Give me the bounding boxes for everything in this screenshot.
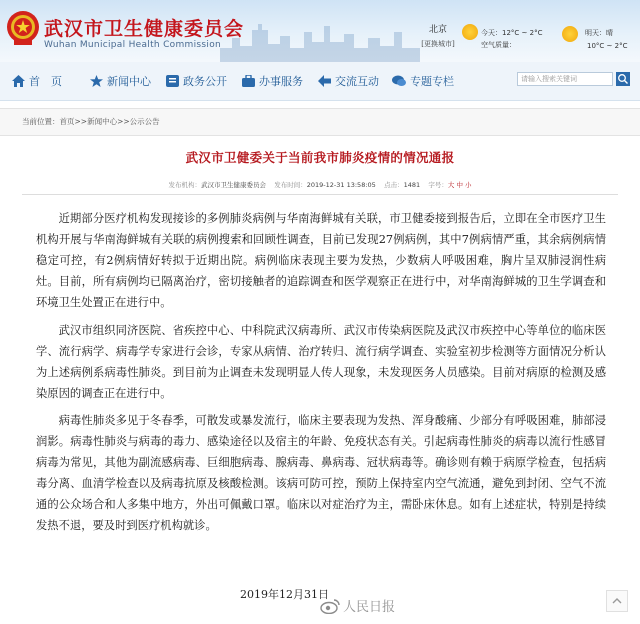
- search-icon[interactable]: [616, 72, 630, 86]
- weather-city: [418, 22, 458, 49]
- article-meta: 发布机构：武汉市卫生健康委员会 发布时间：2019-12-31 13:58:05 点击：1481 字号：大 中 小: [168, 181, 472, 189]
- site-title: 武汉市卫生健康委员会: [44, 18, 245, 40]
- site-subtitle: Wuhan Municipal Health Commission: [44, 40, 222, 50]
- national-emblem-icon: [6, 10, 40, 46]
- breadcrumb: [22, 116, 160, 127]
- article-paragraph: 近期部分医疗机构发现接诊的多例肺炎病例与华南海鲜城有关联，市卫健委接到报告后，立即在全市医疗卫生机构开展与华南海鲜城有关联的病例搜索和回顾性调查，目前已发现27例病例，其中7例病情严重，其余病例病情稳定可控，有2例病情好转拟于近期出院。病例临床表现主要为发热，少数病人呼吸困难，胸片呈双肺浸润性病灶。目前，所有病例均已隔离治疗，密切接触者的追踪调查和医学观察正在进行中，对华南海鲜城的卫生学调查和环境卫生处置正在进行中。: [36, 212, 606, 309]
- chevron-up-icon: [612, 596, 622, 606]
- article-paragraph: 武汉市组织同济医院、省疾控中心、中科院武汉病毒所、武汉市传染病医院及武汉市疾控中心等单位的临床医学、流行病学、病毒学专家进行会诊，专家从病情、治疗转归、流行病学调查、实验室初步检测等方面情况分析认为上述病例系病毒性肺炎。到目前为止调查未发现明显人传人现象，未发现医务人员感染。目前对病原的检测及感染原因的调查正在进行中。: [36, 324, 606, 400]
- meta-source: 武汉市卫生健康委员会: [200, 181, 266, 189]
- interact-icon: [318, 75, 331, 87]
- meta-views: 1481: [403, 181, 421, 189]
- nav-service-label: 办事服务: [259, 75, 303, 88]
- nav-news[interactable]: [90, 73, 151, 89]
- city-name: 北京: [428, 25, 447, 35]
- home-icon: [12, 75, 25, 87]
- source-watermark: [320, 596, 395, 615]
- service-icon: [242, 75, 255, 87]
- weather-tomorrow-label: 明天：晴: [585, 29, 613, 37]
- sun-icon: [462, 24, 478, 40]
- weather-tomorrow-temp: 10°C ~ 2°C: [587, 42, 628, 50]
- weather-today: 今天：12°C ~ 2°C: [481, 29, 543, 37]
- nav-home-label: 首 页: [29, 75, 62, 88]
- weather-air: 空气质量：: [481, 41, 516, 49]
- city-skyline-graphic: [220, 18, 420, 62]
- nav-special[interactable]: [392, 73, 454, 89]
- font-size-switch[interactable]: 大 中 小: [447, 181, 472, 189]
- breadcrumb-path[interactable]: 首页>>新闻中心>>公示公告: [59, 117, 160, 126]
- weibo-logo-icon: [320, 598, 340, 614]
- breadcrumb-prefix: 当前位置：: [22, 117, 60, 126]
- nav-home[interactable]: [12, 73, 62, 89]
- nav-govt[interactable]: [166, 73, 227, 89]
- scroll-top-button[interactable]: [606, 590, 628, 612]
- nav-news-label: 新闻中心: [107, 75, 151, 88]
- star-icon: [90, 75, 103, 87]
- nav-service[interactable]: [242, 73, 303, 89]
- search-input[interactable]: 请输入搜索关键词: [517, 72, 613, 86]
- article-paragraph: 病毒性肺炎多见于冬春季，可散发或暴发流行，临床主要表现为发热、浑身酸痛、少部分有呼吸困难，肺部浸润影。病毒性肺炎与病毒的毒力、感染途径以及宿主的年龄、免疫状态有关。引起病毒性肺炎的病毒以流行性感冒病毒为常见，其他为副流感病毒、巨细胞病毒、腺病毒、鼻病毒、冠状病毒等。确诊则有赖于病原学检查，包括病毒分离、血清学检查以及病毒抗原及核酸检测。该病可防可控，预防上保持室内空气流通，避免到封闭、空气不流通的公众场合和人多集中地方，外出可佩戴口罩。临床以对症治疗为主，需卧床休息。如有上述症状，特别是持续发热不退，要及时到医疗机构就诊。: [36, 414, 606, 532]
- switch-city-link[interactable]: [更换城市]: [421, 40, 455, 48]
- header-banner: [0, 0, 640, 62]
- article-title: 武汉市卫健委关于当前我市肺炎疫情的情况通报: [185, 150, 455, 165]
- chat-icon: [392, 75, 406, 87]
- meta-time: 2019-12-31 13:58:05: [306, 181, 376, 189]
- meta-divider: [22, 194, 618, 195]
- nav-govt-label: 政务公开: [183, 75, 227, 88]
- govt-icon: [166, 75, 179, 87]
- sun-icon-tomorrow: [562, 26, 578, 42]
- nav-interact[interactable]: [318, 73, 379, 89]
- watermark-text: 人民日报: [343, 600, 396, 615]
- article-date: 2019年12月31日: [240, 588, 329, 601]
- nav-interact-label: 交流互动: [335, 75, 379, 88]
- nav-special-label: 专题专栏: [410, 75, 454, 88]
